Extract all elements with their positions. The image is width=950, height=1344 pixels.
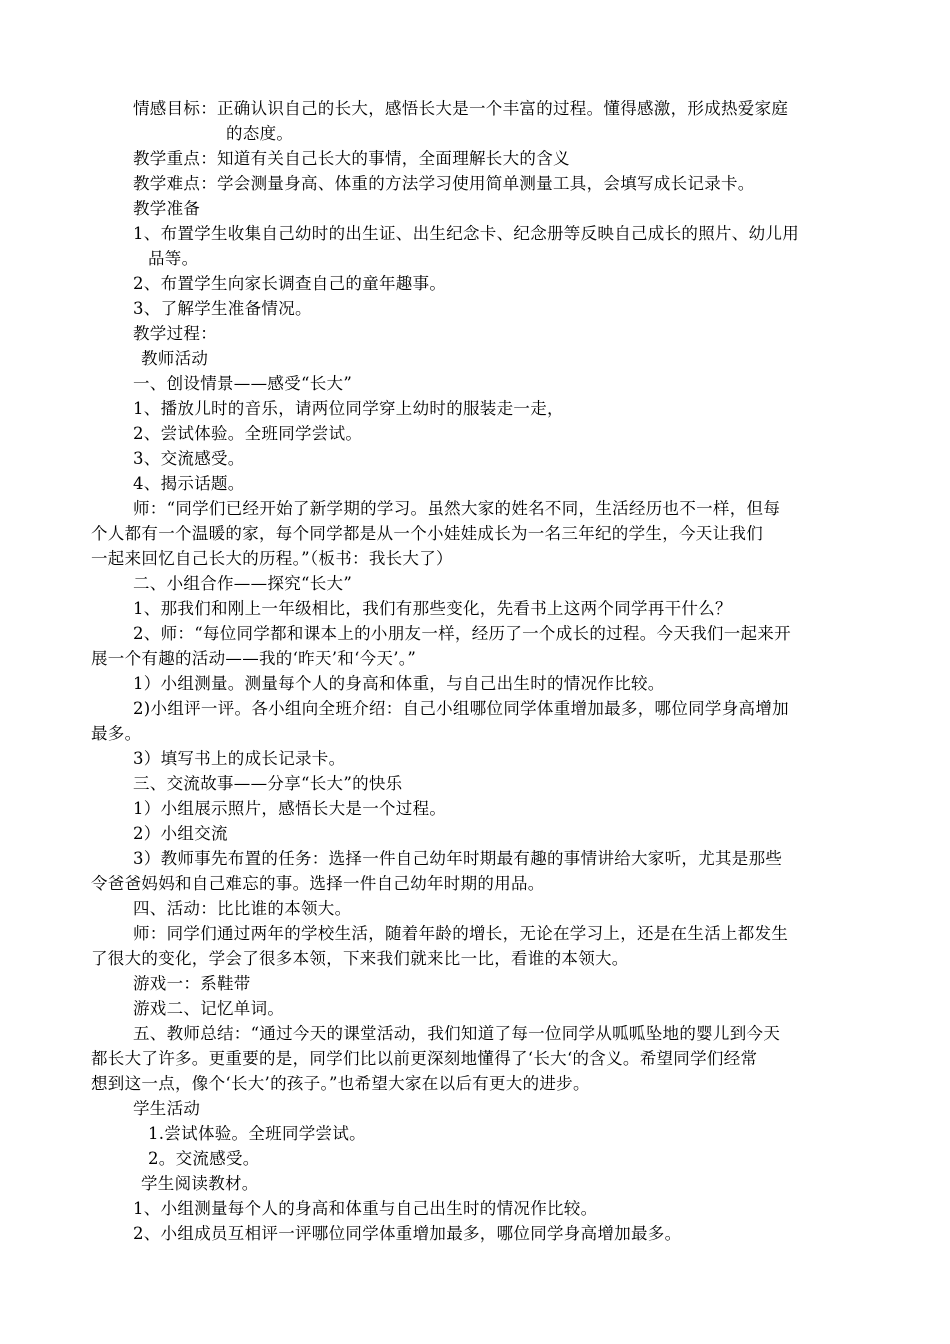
- text-line: 1）小组展示照片，感悟长大是一个过程。: [133, 799, 447, 818]
- text-line: 教学重点：知道有关自己长大的事情，全面理解长大的含义: [133, 149, 570, 168]
- section-heading: 教学准备: [133, 199, 201, 218]
- text-line: 五、教师总结：“通过今天的课堂活动，我们知道了每一位同学从呱呱坠地的婴儿到今天: [133, 1024, 781, 1043]
- text-line: 1）小组测量。测量每个人的身高和体重，与自己出生时的情况作比较。: [133, 674, 665, 693]
- text-line: 都长大了许多。更重要的是，同学们比以前更深刻地懂得了‘长大‘的含义。希望同学们经常: [91, 1049, 758, 1068]
- section-heading: 学生活动: [133, 1099, 201, 1118]
- text-line: 个人都有一个温暖的家，每个同学都是从一个小娃娃成长为一名三年纪的学生，今天让我们: [91, 524, 763, 543]
- text-line: 情感目标：正确认识自己的长大，感悟长大是一个丰富的过程。懂得感激，形成热爱家庭: [133, 99, 789, 118]
- text-line: 4、揭示话题。: [133, 474, 245, 493]
- text-line: 2。交流感受。: [148, 1149, 260, 1168]
- text-line: 2、师：“每位同学都和课本上的小朋友一样，经历了一个成长的过程。今天我们一起来开: [133, 624, 791, 643]
- text-line: 游戏二、记忆单词。: [133, 999, 285, 1018]
- text-line: 3）教师事先布置的任务：选择一件自己幼年时期最有趣的事情讲给大家听，尤其是那些: [133, 849, 783, 868]
- text-line: 师：“同学们已经开始了新学期的学习。虽然大家的姓名不同，生活经历也不一样，但每: [133, 499, 781, 518]
- text-line: 一起来回忆自己长大的历程。”（板书：我长大了）: [91, 549, 453, 568]
- section-heading: 教学过程：: [133, 324, 217, 343]
- text-line: 令爸爸妈妈和自己难忘的事。选择一件自己幼年时期的用品。: [91, 874, 545, 893]
- text-line: 3、交流感受。: [133, 449, 245, 468]
- text-line: 3）填写书上的成长记录卡。: [133, 749, 346, 768]
- text-line: 三、交流故事——分享“长大”的快乐: [133, 774, 403, 793]
- text-line: 游戏一：系鞋带: [133, 974, 251, 993]
- text-line: 2)小组评一评。各小组向全班介绍：自己小组哪位同学体重增加最多，哪位同学身高增加: [133, 699, 789, 718]
- text-line: 1、布置学生收集自己幼时的出生证、出生纪念卡、纪念册等反映自己成长的照片、幼儿用: [133, 224, 799, 243]
- text-line: 四、活动：比比谁的本领大。: [133, 899, 352, 918]
- text-line: 1.尝试体验。全班同学尝试。: [148, 1124, 366, 1143]
- text-line: 展一个有趣的活动——我的‘昨天’和‘今天’。”: [91, 649, 417, 668]
- text-line: 1、那我们和刚上一年级相比，我们有那些变化，先看书上这两个同学再干什么？: [133, 599, 732, 618]
- text-line: 了很大的变化，学会了很多本领，下来我们就来比一比，看谁的本领大。: [91, 949, 629, 968]
- text-line: 1、小组测量每个人的身高和体重与自己出生时的情况作比较。: [133, 1199, 598, 1218]
- text-line: 师：同学们通过两年的学校生活，随着年龄的增长，无论在学习上，还是在生活上都发生: [133, 924, 789, 943]
- text-line: 品等。: [148, 249, 199, 268]
- text-line: 二、小组合作——探究“长大”: [133, 574, 353, 593]
- text-line: 2、布置学生向家长调查自己的童年趣事。: [133, 274, 447, 293]
- section-heading: 教师活动: [141, 349, 209, 368]
- text-line: 一、创设情景——感受“长大”: [133, 374, 353, 393]
- text-line: 1、播放儿时的音乐，请两位同学穿上幼时的服装走一走，: [133, 399, 564, 418]
- text-line: 2、尝试体验。全班同学尝试。: [133, 424, 363, 443]
- text-line: 2、小组成员互相评一评哪位同学体重增加最多，哪位同学身高增加最多。: [133, 1224, 682, 1243]
- text-line: 2）小组交流: [133, 824, 228, 843]
- text-line: 最多。: [91, 724, 142, 743]
- text-line: 的态度。: [226, 124, 294, 143]
- text-line: 3、了解学生准备情况。: [133, 299, 312, 318]
- text-line: 想到这一点，像个‘长大’的孩子。”也希望大家在以后有更大的进步。: [91, 1074, 590, 1093]
- text-line: 学生阅读教材。: [141, 1174, 259, 1193]
- text-line: 教学难点：学会测量身高、体重的方法学习使用简单测量工具，会填写成长记录卡。: [133, 174, 755, 193]
